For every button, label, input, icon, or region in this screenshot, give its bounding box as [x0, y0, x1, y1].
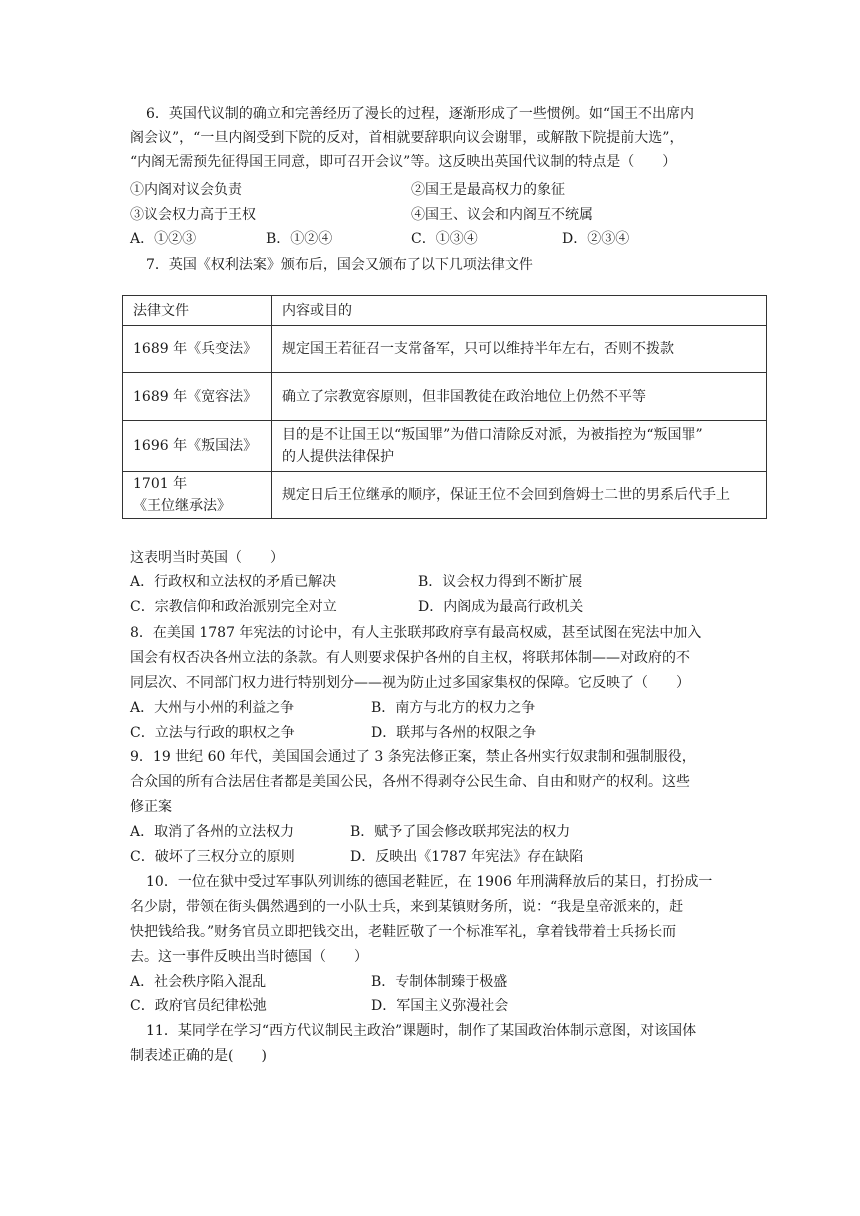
- table-cell-line: 《王位继承法》: [133, 498, 231, 514]
- q9-line: 9．19 世纪 60 年代，美国国会通过了 3 条宪法修正案，禁止各州实行奴隶制和强制服役，: [130, 749, 696, 765]
- table-cell-doc: 1696 年《叛国法》: [123, 421, 272, 472]
- q7-option-c: C．宗教信仰和政治派别完全对立: [130, 599, 337, 615]
- q6-option-b: B．①②④: [266, 231, 333, 247]
- table-cell-content: [272, 421, 767, 472]
- q7-option-a: A．行政权和立法权的矛盾已解决: [130, 574, 337, 590]
- table-cell-line: 的人提供法律保护: [282, 449, 394, 465]
- q10-line: 名少尉，带领在街头偶然遇到的一小队士兵，来到某镇财务所，说：“我是皇帝派来的，赶: [130, 899, 684, 915]
- q6-statement: ②国王是最高权力的象征: [411, 182, 565, 198]
- q8-option-a: A．大州与小州的利益之争: [130, 700, 295, 716]
- q9-option-b: B．赋予了国会修改联邦宪法的权力: [350, 824, 571, 840]
- table-row: [123, 472, 767, 519]
- q6-option-c: C．①③④: [411, 231, 478, 247]
- q7-stem: 7．英国《权利法案》颁布后，国会又颁布了以下几项法律文件: [146, 257, 533, 273]
- q8-line: 同层次、不同部门权力进行特别划分——视为防止过多国家集权的保障。它反映了（ ）: [130, 675, 690, 691]
- table-cell-content: 规定国王若征召一支常备军，只可以维持半年左右，否则不拨款: [272, 326, 767, 373]
- table-row: [123, 421, 767, 472]
- q6-line: “内阁无需预先征得国王同意，即可召开会议”等。这反映出英国代议制的特点是（ ）: [130, 154, 677, 170]
- q7-option-d: D．内阁成为最高行政机关: [418, 599, 584, 615]
- q9-line: 修正案: [130, 799, 172, 815]
- table-cell-content: 规定日后王位继承的顺序，保证王位不会回到詹姆士二世的男系后代手上: [272, 472, 767, 519]
- table-cell-content: 确立了宗教宽容原则，但非国教徒在政治地位上仍然不平等: [272, 373, 767, 421]
- q8-option-d: D．联邦与各州的权限之争: [371, 725, 537, 741]
- q10-line: 快把钱给我。”财务官员立即把钱交出，老鞋匠敬了一个标准军礼，拿着钱带着士兵扬长而: [130, 924, 677, 940]
- table-row: [123, 373, 767, 421]
- q7-after: 这表明当时英国（ ）: [130, 550, 284, 566]
- table-cell-doc: 1689 年《兵变法》: [123, 326, 272, 373]
- q6-statement: ④国王、议会和内阁互不统属: [411, 207, 593, 223]
- table-cell-line: 1701 年: [133, 476, 188, 492]
- q8-line: 国会有权否决各州立法的条款。有人则要求保护各州的自主权，将联邦体制——对政府的不: [130, 650, 690, 666]
- q10-option-b: B．专制体制臻于极盛: [371, 974, 508, 990]
- q10-line: 去。这一事件反映出当时德国（ ）: [130, 949, 368, 965]
- q8-option-b: B．南方与北方的权力之争: [371, 700, 536, 716]
- q6-statement: ③议会权力高于王权: [130, 207, 256, 223]
- q10-option-c: C．政府官员纪律松弛: [130, 998, 267, 1014]
- q6-line: 6．英国代议制的确立和完善经历了漫长的过程，逐渐形成了一些惯例。如“国王不出席内: [146, 106, 695, 122]
- q11-line: 11．某同学在学习“西方代议制民主政治”课题时，制作了某国政治体制示意图，对该国体: [146, 1023, 697, 1039]
- q6-option-d: D．②③④: [562, 231, 630, 247]
- table-row: [123, 326, 767, 373]
- table-cell-doc: 1689 年《宽容法》: [123, 373, 272, 421]
- q9-line: 合众国的所有合法居住者都是美国公民，各州不得剥夺公民生命、自由和财产的权利。这些: [130, 774, 690, 790]
- q7-option-b: B．议会权力得到不断扩展: [418, 574, 583, 590]
- q6-option-a: A．①②③: [130, 231, 197, 247]
- q10-option-d: D．军国主义弥漫社会: [371, 998, 509, 1014]
- law-table: [122, 295, 767, 519]
- q10-option-a: A．社会秩序陷入混乱: [130, 974, 267, 990]
- q9-option-d: D．反映出《1787 年宪法》存在缺陷: [350, 849, 584, 865]
- table-header-cell: 法律文件: [123, 296, 272, 326]
- q9-option-a: A．取消了各州的立法权力: [130, 824, 295, 840]
- q6-line: 阁会议”，“一旦内阁受到下院的反对，首相就要辞职向议会谢罪，或解散下院提前大选”，: [130, 130, 684, 146]
- table-header-cell: 内容或目的: [272, 296, 767, 326]
- q8-option-c: C．立法与行政的职权之争: [130, 725, 295, 741]
- q10-line: 10．一位在狱中受过军事队列训练的德国老鞋匠，在 1906 年刑满释放后的某日，打扮成一: [146, 874, 713, 890]
- q9-option-c: C．破坏了三权分立的原则: [130, 849, 295, 865]
- table-cell-doc: [123, 472, 272, 519]
- table-cell-line: 目的是不让国王以“叛国罪”为借口清除反对派，为被指控为“叛国罪”: [282, 427, 703, 443]
- q8-line: 8．在美国 1787 年宪法的讨论中，有人主张联邦政府享有最高权威，甚至试图在宪法中加入: [130, 625, 702, 641]
- q6-statement: ①内阁对议会负责: [130, 182, 242, 198]
- q11-line: 制表述正确的是( ): [130, 1048, 267, 1064]
- table-header-row: [123, 296, 767, 326]
